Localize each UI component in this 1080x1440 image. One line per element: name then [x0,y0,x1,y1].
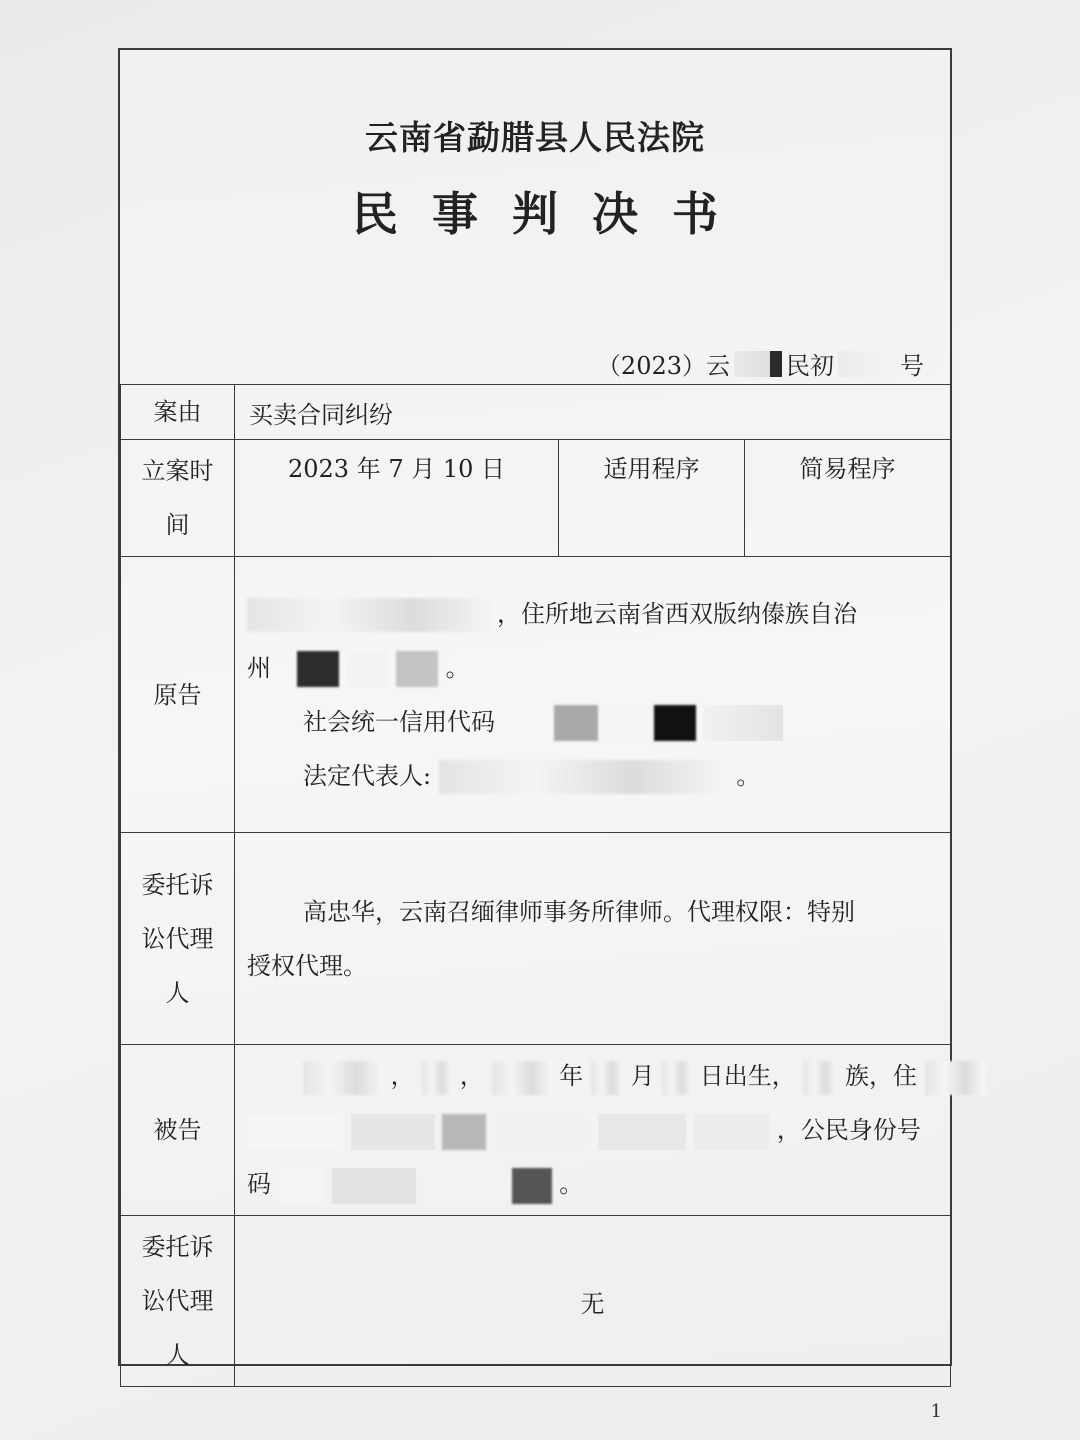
procedure-label: 适用程序 [559,440,745,557]
month-label: 月 [630,1062,655,1090]
representative-end: 。 [736,761,761,790]
defendant-sep-1: ， [390,1062,415,1090]
redaction-block [297,651,339,687]
defendant-sep-2: ， [459,1062,484,1090]
redacted-defendant-name [303,1061,383,1095]
plaintiff-credit-code-line [247,695,938,749]
case-number-prefix: （2023）云 [596,352,730,380]
judgment-page [118,48,952,1369]
plaintiff-representative-line [247,749,938,803]
id-number-label: ，公民身份号 [776,1116,921,1144]
redaction-block [351,1114,435,1150]
defendant-line-1 [247,1049,938,1103]
row-filing [121,440,951,557]
id-number-label-cont: 码 [247,1170,271,1198]
ethnicity-residence-label: 族，住 [845,1062,918,1090]
agent-1-text-b: 授权代理。 [247,951,367,980]
redaction-block [734,351,774,377]
row-agent-1 [121,833,951,1045]
document-title: 民事判决书 [352,187,752,241]
year-label: 年 [559,1062,584,1090]
plaintiff-details [235,557,951,833]
redaction-block [598,1114,686,1150]
agent-1-text [247,885,938,939]
redaction-block [654,705,696,741]
defendant-details [235,1045,951,1216]
redaction-block [442,1114,486,1150]
redacted-residence [925,1061,985,1095]
redaction-block [554,705,598,741]
row-cause [121,385,951,440]
redaction-block [838,351,896,377]
agent-1-label: 委托诉讼代理人 [121,833,235,1045]
page-number: 1 [930,1401,942,1422]
redaction-block [247,1114,343,1150]
agent-1-text-a: 高忠华，云南召缅律师事务所律师。代理权限：特别 [303,897,855,926]
case-number-mid: 民初 [786,352,834,380]
redaction-block [332,1168,416,1204]
case-info-table [120,384,951,1387]
redaction-block [346,651,388,687]
redacted-month [591,1061,623,1095]
filing-label: 立案时间 [121,440,235,557]
filing-value: 2023 年 7 月 10 日 [235,440,559,557]
defendant-label: 被告 [121,1045,235,1216]
plaintiff-label: 原告 [121,557,235,833]
redacted-year [492,1061,552,1095]
procedure-value: 简易程序 [745,440,951,557]
redacted-ethnicity [803,1061,837,1095]
redaction-block [396,651,438,687]
row-plaintiff [121,557,951,833]
redaction-block [770,351,782,377]
credit-code-label: 社会统一信用代码 [303,707,495,736]
redaction-block [606,705,646,741]
redaction-block [424,1168,504,1204]
redacted-representative-name [439,760,729,794]
defendant-line-2 [247,1103,938,1157]
plaintiff-address-end: 。 [445,653,470,682]
legal-representative-label: 法定代表人: [303,761,432,790]
agent-1-details [235,833,951,1045]
birth-label: 日出生， [699,1062,796,1090]
plaintiff-address-line-2 [247,641,938,695]
case-number-suffix: 号 [900,352,924,380]
agent-2-value: 无 [235,1216,951,1387]
redaction-block [512,1168,552,1204]
redacted-gender [422,1061,452,1095]
redaction-block [279,1168,325,1204]
agent-1-text-2 [247,939,938,993]
redaction-block [693,1114,769,1150]
redacted-plaintiff-name [247,598,497,632]
defendant-end: 。 [559,1170,584,1198]
row-defendant [121,1045,951,1216]
plaintiff-address-prefecture: 州 [247,653,271,682]
cause-value: 买卖合同纠纷 [235,385,951,440]
agent-2-label: 委托诉讼代理人 [121,1216,235,1387]
defendant-line-3 [247,1157,938,1211]
page-header [120,50,950,384]
cause-label: 案由 [121,385,235,440]
court-name: 云南省勐腊县人民法院 [365,118,705,157]
plaintiff-address-line [247,587,938,641]
redacted-day [662,1061,692,1095]
plaintiff-address-text: ，住所地云南省西双版纳傣族自治 [497,599,857,628]
row-agent-2 [121,1216,951,1387]
redaction-block [503,705,547,741]
redaction-block [494,1114,590,1150]
case-number [597,346,924,381]
redaction-block [703,705,783,741]
